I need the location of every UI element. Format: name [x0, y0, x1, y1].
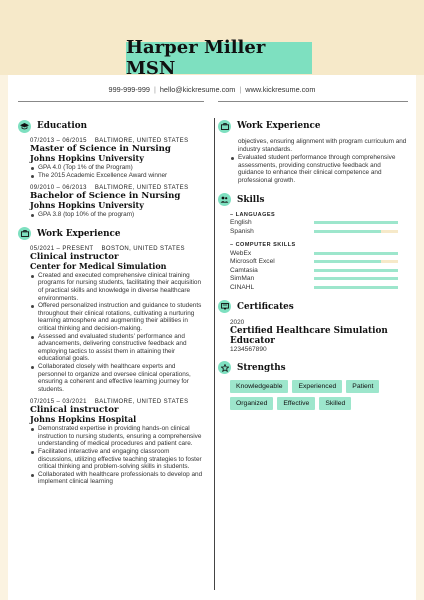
- bullet: Assessed and evaluated students' performance and advancements, delivering constructive feedback and employing tactics to assist them in attaining their educational goals.: [30, 333, 204, 363]
- skills-category-computer: – COMPUTER SKILLS: [230, 241, 296, 248]
- strengths-header: [218, 360, 408, 376]
- skill-bar: [314, 286, 398, 289]
- dates: 07/2015 – 03/2021: [30, 399, 87, 406]
- work-header: [218, 118, 408, 134]
- dates: 07/2013 – 06/2015: [30, 138, 87, 144]
- bullet: The 2015 Academic Excellence Award winner: [30, 172, 204, 180]
- job-meta: [30, 246, 204, 252]
- skill-row: [230, 257, 408, 266]
- strength-tag: Organized: [230, 397, 273, 410]
- location: BALTIMORE, UNITED STATES: [94, 185, 189, 192]
- education-bullets: [30, 164, 204, 179]
- graduation-cap-icon: [18, 120, 31, 133]
- skill-bar: [314, 269, 398, 272]
- job-role: Clinical instructor: [30, 405, 119, 416]
- work-experience-section: [18, 226, 204, 486]
- skills-header: [218, 192, 408, 208]
- job-item: [30, 246, 204, 394]
- education-section: [18, 118, 204, 219]
- dates: 09/2010 – 06/2013: [30, 185, 87, 192]
- strength-tag: Experienced: [292, 380, 342, 393]
- section-title: Skills: [237, 194, 265, 205]
- job-company: Johns Hopkins Hospital: [30, 414, 137, 425]
- skill-bar: [314, 260, 398, 263]
- skill-name: WebEx: [230, 249, 252, 257]
- job-bullets: [30, 272, 204, 394]
- school: Johns Hopkins University: [30, 153, 144, 163]
- skill-bar: [314, 230, 398, 233]
- strength-tag: Skilled: [319, 397, 351, 410]
- skill-level-fill: [314, 286, 398, 289]
- column-divider: [214, 118, 215, 590]
- website[interactable]: www.kickresume.com: [245, 85, 316, 94]
- skill-row: [230, 275, 408, 284]
- skill-bar: [314, 252, 398, 255]
- resume-page: [8, 0, 416, 600]
- skill-name: English: [230, 219, 252, 227]
- candidate-name: Harper Miller MSN: [126, 42, 312, 74]
- skill-name: Microsoft Excel: [230, 258, 275, 266]
- work-experience-continued: [218, 118, 408, 185]
- education-header: [18, 118, 204, 134]
- strength-tag: Patient: [346, 380, 379, 393]
- section-title: Work Experience: [37, 228, 121, 239]
- certificate-icon: [218, 300, 231, 313]
- skill-bar: [314, 277, 398, 280]
- skill-level-fill: [314, 269, 398, 272]
- phone[interactable]: 999-999-999: [108, 85, 150, 94]
- skill-level-fill: [314, 252, 398, 255]
- section-title: Strengths: [237, 362, 286, 373]
- skill-row: [230, 227, 408, 236]
- certificate-name: Certified Healthcare Simulation Educator: [230, 325, 388, 346]
- left-column: [18, 118, 204, 493]
- certificate-id: 1234567890: [230, 345, 267, 353]
- skill-level-fill: [314, 260, 381, 263]
- education-item: [30, 138, 204, 179]
- certificate-item: [230, 319, 408, 353]
- skills-section: [218, 192, 408, 292]
- divider-right: [218, 101, 408, 102]
- skill-name: CINAHL: [230, 283, 255, 291]
- bullet: Evaluated student performance through comprehensive assessments, providing constructive feedback and guidance to enhance their clinical competence and professional growth.: [230, 154, 408, 184]
- skill-row: [230, 266, 408, 275]
- skill-level-fill: [314, 221, 398, 224]
- continued-text: objectives, ensuring alignment with program curriculum and industry standards.: [238, 138, 407, 153]
- bullet: Demonstrated expertise in providing hands-on clinical instruction to nursing students, ensuring a comprehensive understanding of medical procedures and patient care.: [30, 425, 204, 448]
- education-item: [30, 185, 204, 219]
- briefcase-icon: [218, 120, 231, 133]
- section-title: Education: [37, 121, 87, 131]
- briefcase-icon: [18, 227, 31, 240]
- divider-left: [18, 101, 204, 102]
- skill-row: [230, 219, 408, 228]
- job-company: Center for Medical Simulation: [30, 260, 167, 271]
- location: BALTIMORE, UNITED STATES: [94, 138, 189, 144]
- bullet: GPA 3.8 (top 10% of the program): [30, 211, 204, 219]
- strength-tags: [230, 380, 408, 410]
- contact-line: [8, 85, 416, 94]
- degree: Master of Science in Nursing: [30, 144, 171, 154]
- location: BALTIMORE, UNITED STATES: [94, 399, 189, 406]
- bullet: Offered personalized instruction and guidance to students throughout their clinical rotations, cultivating a nurturing learning atmosphere and augmenting their abilities in critical thinking and decision-making.: [30, 302, 204, 332]
- job-bullets: [230, 154, 408, 184]
- skill-level-fill: [314, 230, 381, 233]
- strength-tag: Knowledgeable: [230, 380, 288, 393]
- skill-bar: [314, 221, 398, 224]
- degree: Bachelor of Science in Nursing: [30, 191, 181, 202]
- dates: 05/2021 – PRESENT: [30, 245, 94, 252]
- certificate-year: 2020: [230, 318, 245, 326]
- skills-body: [230, 212, 408, 292]
- skill-row: [230, 283, 408, 292]
- skill-level-fill: [314, 277, 398, 280]
- skills-category-languages: – LANGUAGES: [230, 211, 276, 218]
- skill-row: [230, 249, 408, 258]
- skill-name: Spanish: [230, 227, 254, 235]
- certificates-header: [218, 299, 408, 315]
- users-icon: [218, 193, 231, 206]
- bullet: Facilitated interactive and engaging classroom discussions, utilizing effective teaching strategies to foster critical thinking and problem-solving skills in students.: [30, 448, 204, 471]
- job-item: [30, 399, 204, 486]
- bullet: Collaborated with healthcare professionals to develop and implement clinical learning: [30, 471, 204, 486]
- education-bullets: [30, 211, 204, 219]
- certificates-section: [218, 299, 408, 353]
- email[interactable]: hello@kickresume.com: [159, 85, 236, 94]
- skill-name: SimMan: [230, 275, 255, 283]
- star-icon: [218, 361, 231, 374]
- separator: |: [153, 85, 156, 94]
- section-title: Work Experience: [237, 121, 321, 131]
- strengths-section: [218, 360, 408, 410]
- separator: |: [239, 85, 242, 94]
- strength-tag: Effective: [277, 397, 315, 410]
- job-bullets: [30, 425, 204, 486]
- school: Johns Hopkins University: [30, 200, 144, 211]
- right-column: [218, 118, 408, 417]
- bullet: GPA 4.0 (Top 1% of the Program): [30, 164, 204, 172]
- location: BOSTON, UNITED STATES: [101, 245, 185, 252]
- job-role: Clinical instructor: [30, 251, 119, 262]
- section-title: Certificates: [237, 301, 294, 312]
- skill-name: Camtasia: [230, 266, 258, 274]
- work-header: [18, 226, 204, 242]
- bullet: Created and executed comprehensive clinical training programs for nursing students, facilitating their acquisition of practical skills and knowledge in diverse healthcare environments.: [30, 272, 204, 302]
- job-item-continued: [230, 138, 408, 185]
- bullet: Collaborated closely with healthcare experts and personnel to organize and oversee clinical operations, ensuring a coherent and effective learning journey for students.: [30, 363, 204, 393]
